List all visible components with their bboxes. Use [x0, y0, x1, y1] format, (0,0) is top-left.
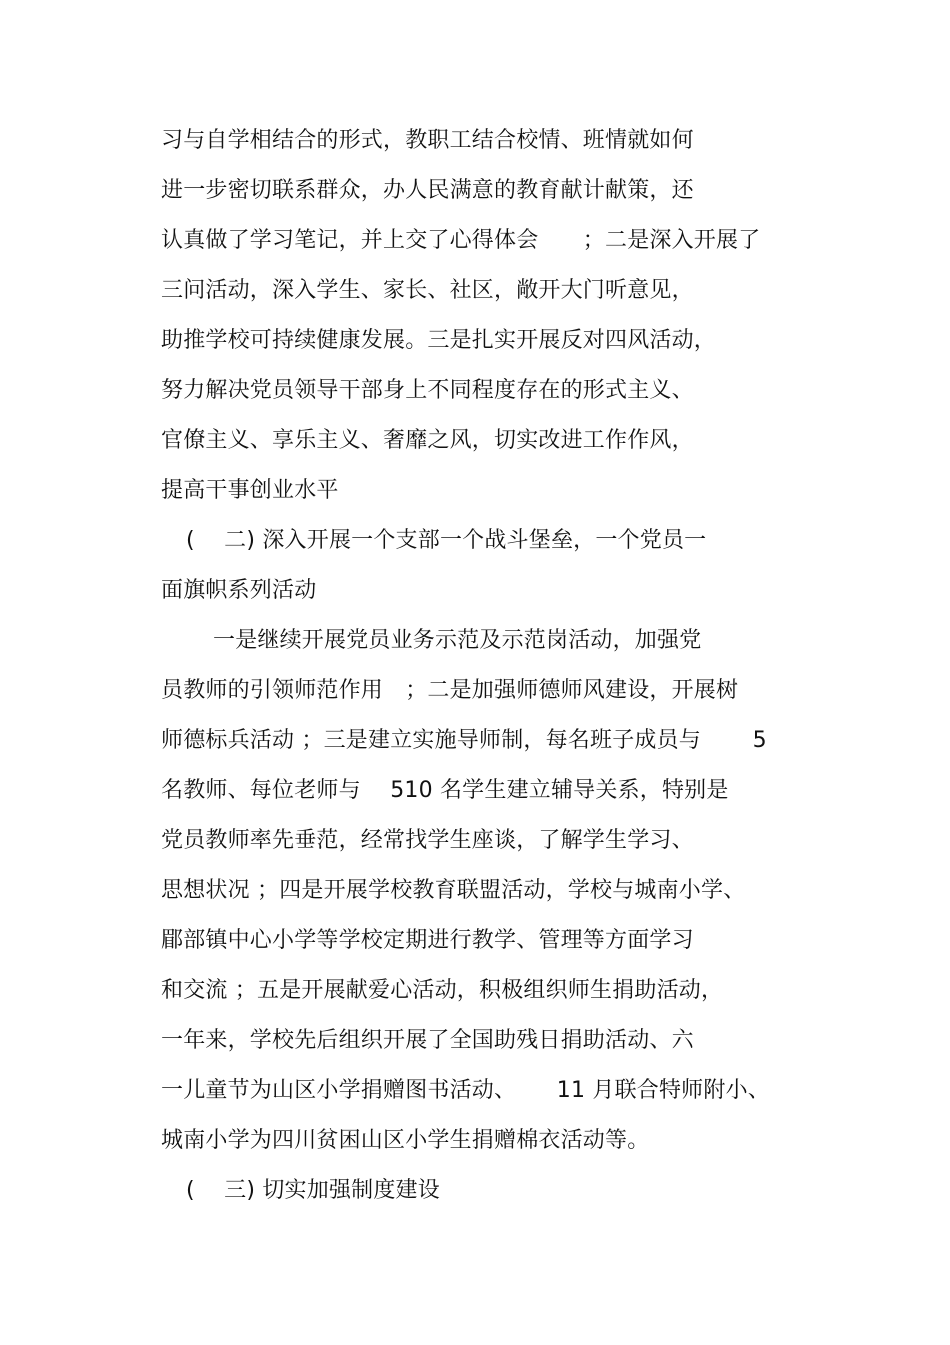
text-line: 城南小学为四川贫困山区小学生捐赠棉衣活动等。: [161, 1128, 650, 1153]
text-line: 一年来，学校先后组织开展了全国助残日捐助活动、六: [161, 1028, 694, 1053]
text-line: 员教师的引领师范作用 ；二是加强师德师风建设，开展树: [161, 678, 739, 703]
text-line: 努力解决党员领导干部身上不同程度存在的形式主义、: [161, 378, 694, 403]
text-line: 面旗帜系列活动: [161, 578, 317, 603]
text-line: 三问活动，深入学生、家长、社区，敞开大门听意见，: [161, 278, 694, 303]
paragraph-first-line: 一是继续开展党员业务示范及示范岗活动，加强党: [213, 628, 702, 653]
text-line: 助推学校可持续健康发展。三是扎实开展反对四风活动，: [161, 328, 717, 353]
text-line: 郿部镇中心小学等学校定期进行教学、管理等方面学习: [161, 928, 694, 953]
text-line: 认真做了学习笔记，并上交了心得体会 ；二是深入开展了: [161, 228, 761, 253]
text-line: 思想状况 ；四是开展学校教育联盟活动，学校与城南小学、: [161, 878, 746, 903]
text-line: 一儿童节为山区小学捐赠图书活动、 11 月联合特师附小、: [161, 1078, 770, 1103]
text-line: 和交流 ；五是开展献爱心活动，积极组织师生捐助活动，: [161, 978, 724, 1003]
text-line: 名教师、每位老师与 510 名学生建立辅导关系，特别是: [161, 778, 729, 803]
text-line: 习与自学相结合的形式，教职工结合校情、班情就如何: [161, 128, 694, 153]
text-line: 进一步密切联系群众，办人民满意的教育献计献策，还: [161, 178, 694, 203]
text-line: 官僚主义、享乐主义、奢靡之风，切实改进工作作风，: [161, 428, 694, 453]
text-line: 党员教师率先垂范，经常找学生座谈，了解学生学习、: [161, 828, 694, 853]
section-heading: ( 三) 切实加强制度建设: [186, 1178, 440, 1203]
section-heading: ( 二) 深入开展一个支部一个战斗堡垒，一个党员一: [186, 528, 707, 553]
text-line: 提高干事创业水平: [161, 478, 339, 503]
text-line: 师德标兵活动 ；三是建立实施导师制，每名班子成员与 5: [161, 728, 767, 753]
